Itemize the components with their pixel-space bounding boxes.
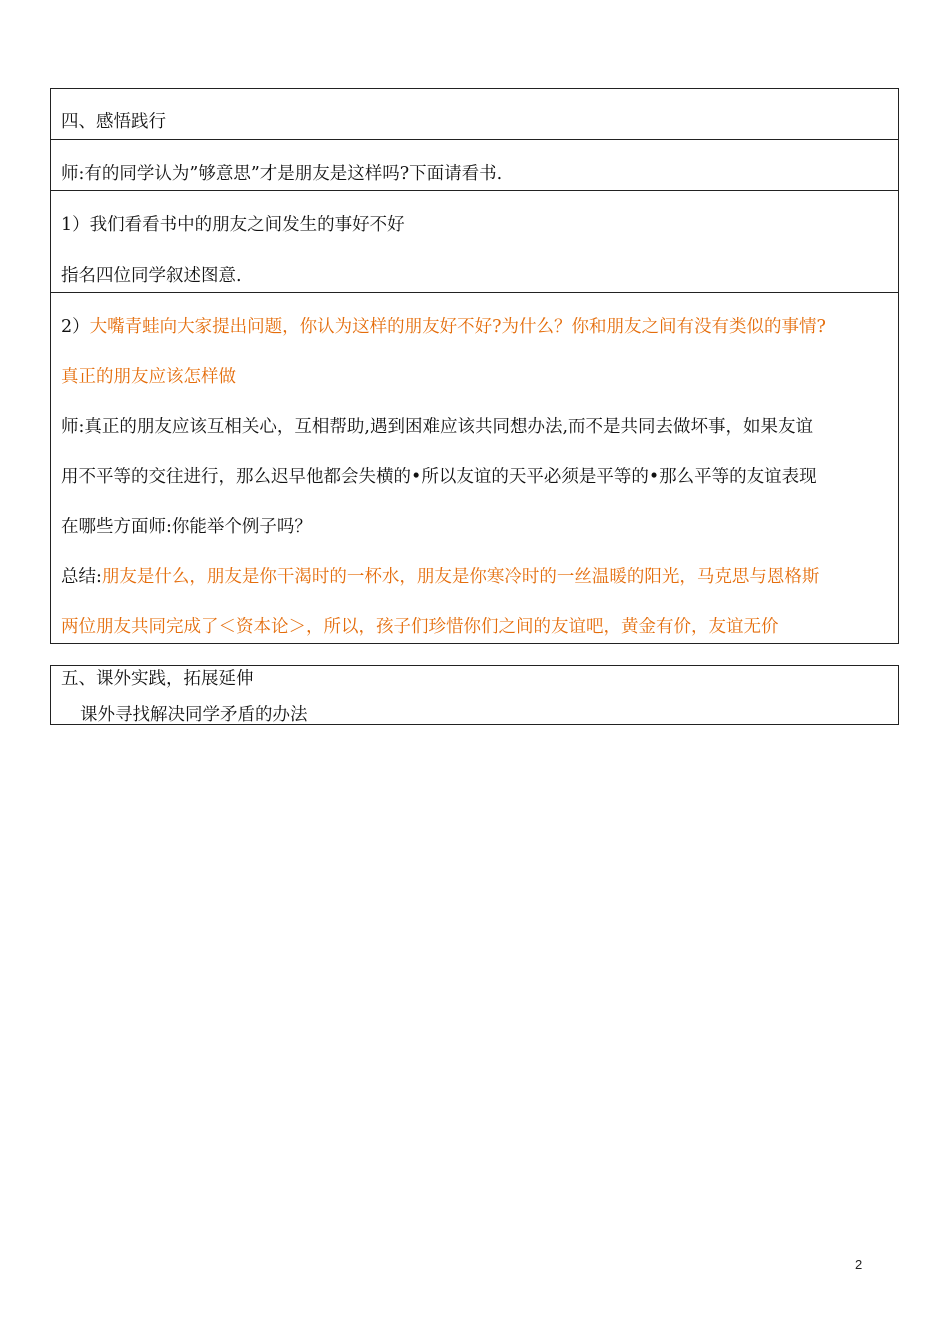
item-2-line-4: 用不平等的交往进行，那么迟早他都会失横的•所以友谊的天平必须是平等的•那么平等的友谊表现 xyxy=(61,467,817,487)
section-5-heading: 五、课外实践，拓展延伸 xyxy=(61,669,254,689)
item-1-box xyxy=(50,190,899,293)
teacher-question-box xyxy=(50,139,899,191)
summary-line-2: 两位朋友共同完成了＜资本论＞，所以，孩子们珍惜你们之间的友谊吧，黄金有价，友谊无价 xyxy=(61,617,779,637)
section-4-box xyxy=(50,88,899,140)
section-5-box xyxy=(50,665,899,725)
page-number: 2 xyxy=(855,1257,863,1272)
item-2-line-2: 真正的朋友应该怎样做 xyxy=(61,367,236,387)
summary-label: 总结: xyxy=(61,567,102,587)
item-2-box xyxy=(50,292,899,644)
item-2-question: 大嘴青蛙向大家提出问题，你认为这样的朋友好不好?为什么？你和朋友之间有没有类似的事情? xyxy=(89,317,826,337)
item-1-line-2: 指名四位同学叙述图意. xyxy=(61,266,242,286)
section-4-heading: 四、感悟践行 xyxy=(61,112,166,132)
teacher-question-text: 师:有的同学认为”够意思”才是朋友是这样吗?下面请看书. xyxy=(61,164,503,184)
item-2-line-5: 在哪些方面师:你能举个例子吗？ xyxy=(61,517,312,537)
summary-text: 朋友是什么，朋友是你干渴时的一杯水，朋友是你寒冷时的一丝温暖的阳光，马克思与恩格斯 xyxy=(101,567,820,587)
section-5-body: 课外寻找解决同学矛盾的办法 xyxy=(80,705,308,725)
item-2-line-3: 师:真正的朋友应该互相关心，互相帮助,遇到困难应该共同想办法,而不是共同去做坏事，如果友谊 xyxy=(61,417,814,437)
summary-line xyxy=(61,566,819,588)
item-2-number: 2） xyxy=(61,317,90,337)
item-2-line-1 xyxy=(61,316,826,338)
item-1-line-1: 1）我们看看书中的朋友之间发生的事好不好 xyxy=(61,215,405,235)
